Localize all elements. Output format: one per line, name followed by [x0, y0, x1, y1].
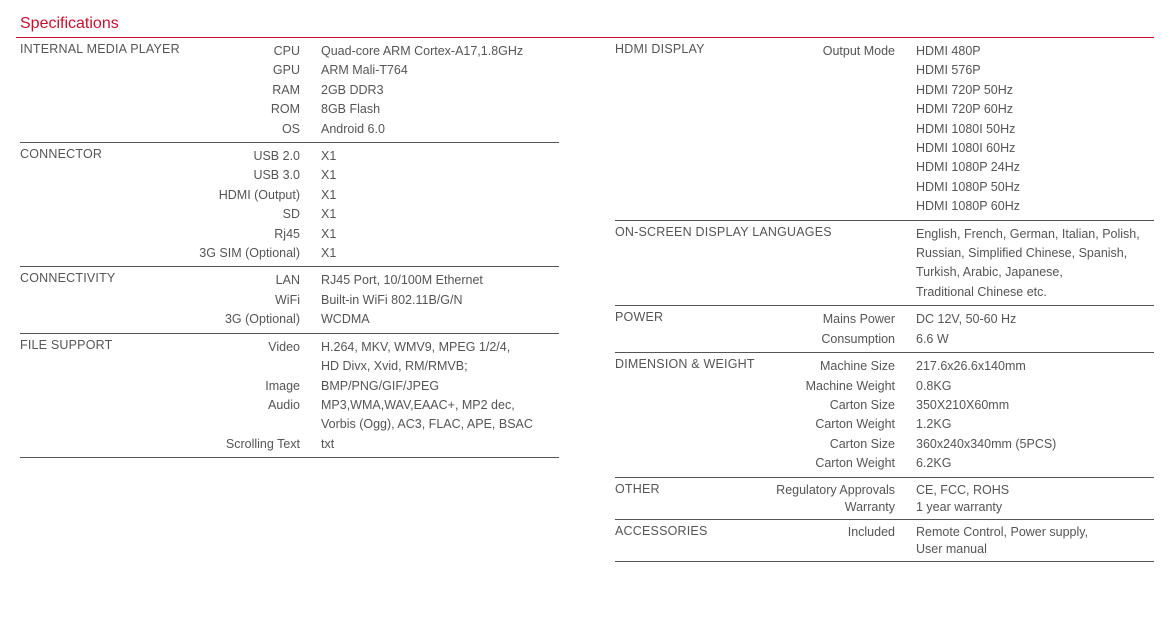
spec-label: Carton Size	[829, 397, 895, 412]
section-file-support	[20, 334, 559, 458]
spec-value: Remote Control, Power supply, User manual	[916, 524, 1089, 556]
spec-value: 8GB Flash	[321, 102, 381, 117]
spec-value: X1	[321, 149, 337, 164]
section-connectivity	[20, 267, 559, 333]
spec-value: 360x240x340mm (5PCS)	[916, 436, 1057, 451]
spec-row	[615, 396, 1154, 415]
spec-label: USB 2.0	[253, 149, 300, 164]
spec-value: X1	[321, 207, 337, 222]
spec-label: GPU	[272, 63, 300, 78]
spec-label: Rj45	[274, 226, 300, 241]
section-dimension-weight	[615, 353, 1154, 477]
spec-row	[615, 482, 1154, 499]
spec-row	[20, 244, 559, 263]
section-other	[615, 478, 1154, 520]
spec-row	[20, 120, 559, 139]
spec-row	[20, 377, 559, 396]
spec-value: Quad-core ARM Cortex-A17,1.8GHz	[321, 44, 524, 58]
section-on-screen-display-languages	[615, 221, 1154, 307]
spec-label: Video	[268, 339, 300, 354]
spec-value: Built-in WiFi 802.11B/G/N	[321, 292, 463, 307]
spec-label: USB 3.0	[253, 168, 300, 183]
spec-row	[615, 499, 1154, 516]
spec-label: ROM	[270, 102, 300, 117]
spec-label: Carton Weight	[815, 456, 895, 471]
spec-value: CE, FCC, ROHS	[916, 482, 1010, 497]
spec-row	[615, 524, 1154, 558]
section-title: FILE SUPPORT	[20, 337, 113, 352]
spec-value: X1	[321, 168, 337, 183]
section-internal-media-player	[20, 42, 559, 143]
spec-row	[20, 42, 559, 61]
section-title: HDMI DISPLAY	[615, 42, 705, 56]
spec-value: X1	[321, 226, 337, 241]
spec-row	[20, 100, 559, 119]
section-title: ACCESSORIES	[615, 523, 708, 538]
spec-value: X1	[321, 187, 337, 202]
spec-value: X1	[321, 246, 337, 261]
spec-label: RAM	[272, 82, 300, 97]
spec-label: Audio	[268, 397, 300, 412]
spec-row	[20, 166, 559, 185]
spec-label: Machine Weight	[805, 378, 895, 393]
section-accessories	[615, 520, 1154, 562]
spec-row	[615, 330, 1154, 349]
section-connector	[20, 143, 559, 267]
spec-label: Image	[265, 378, 300, 393]
spec-label: 3G SIM (Optional)	[199, 246, 300, 261]
section-title: CONNECTIVITY	[20, 271, 116, 286]
spec-value: 217.6x26.6x140mm	[916, 359, 1026, 374]
spec-label: WiFi	[275, 292, 300, 307]
section-power	[615, 306, 1154, 353]
spec-value: MP3,WMA,WAV,EAAC+, MP2 dec, Vorbis (Ogg), AC3, FLAC, APE, BSAC	[321, 397, 533, 432]
spec-row	[20, 81, 559, 100]
spec-row	[615, 310, 1154, 329]
spec-row	[20, 205, 559, 224]
spec-row	[615, 42, 1154, 217]
spec-row	[20, 291, 559, 310]
right-column	[615, 42, 1154, 562]
spec-label: Warranty	[844, 499, 895, 514]
spec-label: Regulatory Approvals	[776, 482, 895, 497]
spec-value: 0.8KG	[916, 378, 952, 393]
spec-label: Machine Size	[819, 359, 895, 374]
spec-row	[615, 377, 1154, 396]
spec-label: Included	[847, 524, 895, 539]
spec-value: Android 6.0	[321, 121, 385, 136]
page-title: Specifications	[20, 15, 119, 32]
spec-label: Output Mode	[822, 44, 895, 58]
spec-value: WCDMA	[321, 312, 370, 327]
spec-label: HDMI (Output)	[218, 187, 300, 202]
spec-row	[615, 454, 1154, 473]
spec-row	[20, 338, 559, 377]
spec-value: ARM Mali-T764	[321, 63, 408, 78]
section-title: DIMENSION & WEIGHT	[615, 357, 755, 372]
section-title: OTHER	[615, 481, 660, 496]
title-rule	[16, 37, 1154, 38]
spec-label: Carton Weight	[815, 417, 895, 432]
spec-label: SD	[282, 207, 300, 222]
spec-value: 350X210X60mm	[916, 397, 1010, 412]
spec-label: LAN	[275, 273, 300, 288]
spec-value: H.264, MKV, WMV9, MPEG 1/2/4, HD Divx, Xvid, RM/RMVB;	[321, 339, 511, 374]
spec-value: txt	[321, 436, 335, 451]
spec-value: RJ45 Port, 10/100M Ethernet	[321, 273, 483, 288]
spec-value: English, French, German, Italian, Polish, Russian, Simplified Chinese, Spanish, Turkish, Arabic, Japanese, Traditional Chinese etc.	[916, 226, 1140, 299]
spec-value: 1 year warranty	[916, 499, 1003, 514]
spec-label: CPU	[273, 44, 300, 58]
spec-row	[20, 61, 559, 80]
left-column	[20, 42, 559, 458]
spec-row	[20, 396, 559, 435]
spec-row	[615, 415, 1154, 434]
spec-value: DC 12V, 50-60 Hz	[916, 312, 1017, 327]
spec-value: 6.6 W	[916, 331, 949, 346]
spec-value: HDMI 480P HDMI 576P HDMI 720P 50Hz HDMI 720P 60Hz HDMI 1080I 50Hz HDMI 1080I 60Hz HDMI 1080P 24Hz HDMI 1080P 50Hz HDMI 1080P 60Hz	[916, 44, 1020, 214]
section-title: POWER	[615, 310, 664, 325]
spec-value: 2GB DDR3	[321, 82, 384, 97]
section-title: ON-SCREEN DISPLAY LANGUAGES	[615, 224, 832, 239]
spec-label: Carton Size	[829, 436, 895, 451]
spec-row	[615, 357, 1154, 376]
spec-value: BMP/PNG/GIF/JPEG	[321, 378, 440, 393]
spec-label: Mains Power	[822, 312, 895, 327]
spec-label: OS	[281, 121, 300, 136]
spec-row	[615, 225, 1154, 303]
spec-label: Consumption	[821, 331, 895, 346]
section-hdmi-display	[615, 42, 1154, 221]
spec-row	[20, 435, 559, 454]
spec-row	[20, 225, 559, 244]
spec-label: 3G (Optional)	[224, 312, 300, 327]
spec-value: 1.2KG	[916, 417, 952, 432]
spec-value: 6.2KG	[916, 456, 952, 471]
spec-label: Scrolling Text	[225, 436, 300, 451]
spec-row	[615, 435, 1154, 454]
section-title: INTERNAL MEDIA PLAYER	[20, 42, 180, 56]
spec-row	[20, 147, 559, 166]
spec-row	[20, 310, 559, 329]
spec-row	[20, 271, 559, 290]
section-title: CONNECTOR	[20, 147, 103, 162]
spec-row	[20, 186, 559, 205]
